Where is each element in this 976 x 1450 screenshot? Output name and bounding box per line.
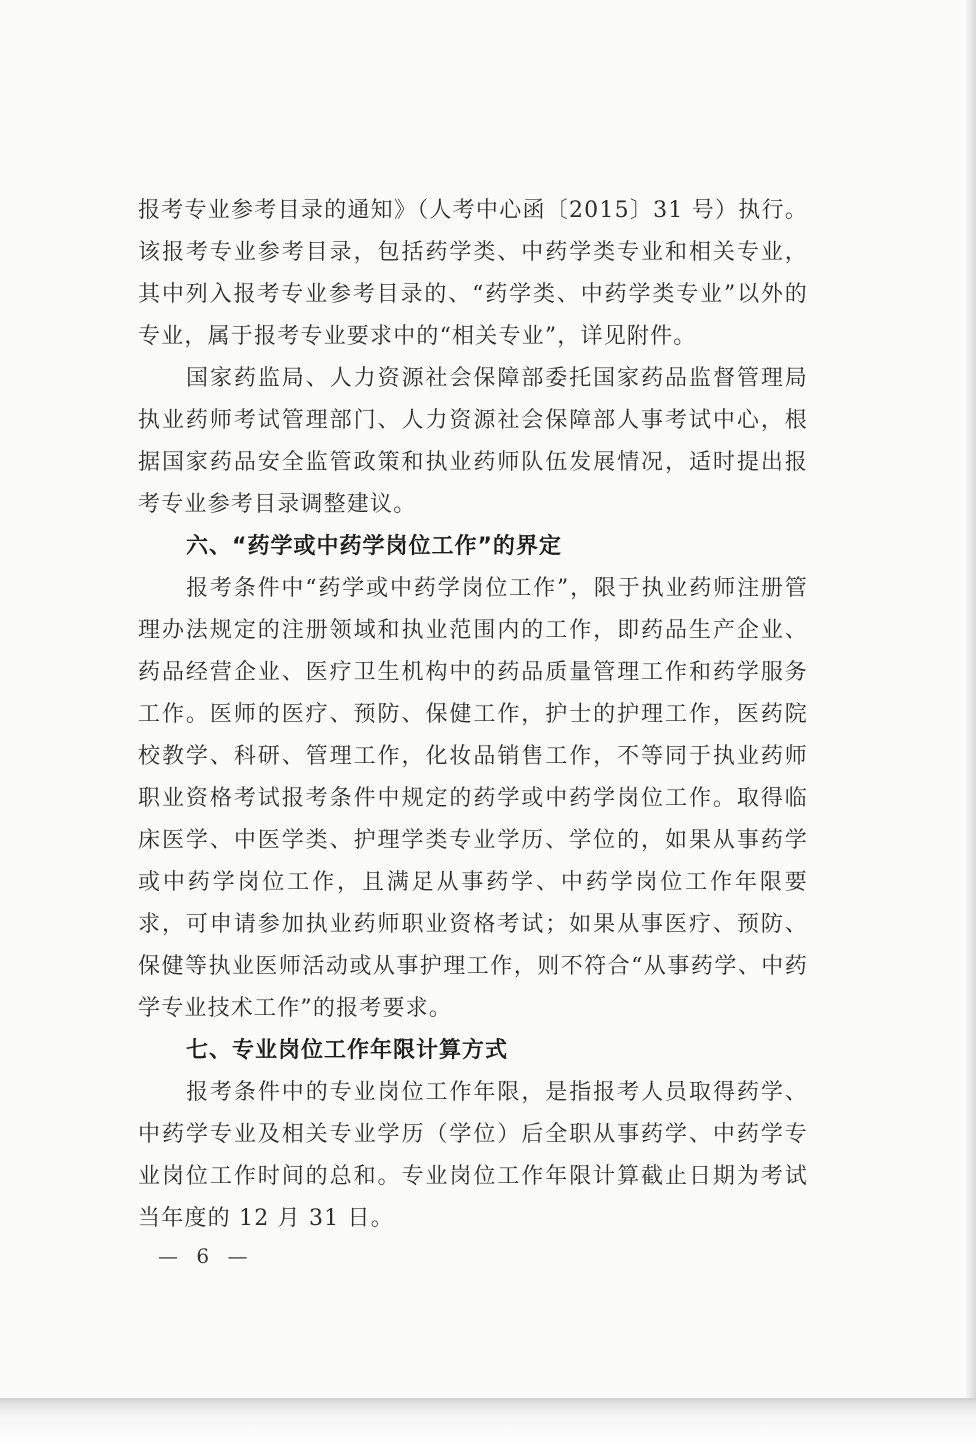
section-heading-6: 六、“药学或中药学岗位工作”的界定 [186,534,562,559]
section-heading-7: 七、专业岗位工作年限计算方式 [186,1038,509,1063]
paragraph-work-years: 报考条件中的专业岗位工作年限，是指报考人员取得药学、中药学专业及相关专业学历（学位）后全职从事药学、中药学专业岗位工作时间的总和。专业岗位工作年限计算截止日期为考试当年度的 12 月 31 日。 [138,1080,808,1231]
page-number: — 6 — [158,1244,254,1268]
page-edge-shadow [966,0,976,1398]
paragraph-directory-adjustment: 国家药监局、人力资源社会保障部委托国家药品监督管理局执业药师考试管理部门、人力资源社会保障部人事考试中心，根据国家药品安全监管政策和执业药师队伍发展情况，适时提出报考专业参考目录调整建议。 [138,366,808,517]
document-body [138,190,808,1240]
paragraph-continuation: 报考专业参考目录的通知》（人考中心函〔2015〕31 号）执行。该报考专业参考目录，包括药学类、中药学类专业和相关专业，其中列入报考专业参考目录的、“药学类、中药学类专业”以外的专业，属于报考专业要求中的“相关专业”，详见附件。 [138,198,808,349]
paragraph-post-definition: 报考条件中“药学或中药学岗位工作”，限于执业药师注册管理办法规定的注册领域和执业范围内的工作，即药品生产企业、药品经营企业、医疗卫生机构中的药品质量管理工作和药学服务工作。医师的医疗、预防、保健工作，护士的护理工作，医药院校教学、科研、管理工作，化妆品销售工作，不等同于执业药师职业资格考试报考条件中规定的药学或中药学岗位工作。取得临床医学、中医学类、护理学类专业学历、学位的，如果从事药学或中药学岗位工作，且满足从事药学、中药学岗位工作年限要求，可申请参加执业药师职业资格考试；如果从事医疗、预防、保健等执业医师活动或从事护理工作，则不符合“从事药学、中药学专业技术工作”的报考要求。 [138,576,808,1021]
scan-bottom-border [0,1398,976,1450]
